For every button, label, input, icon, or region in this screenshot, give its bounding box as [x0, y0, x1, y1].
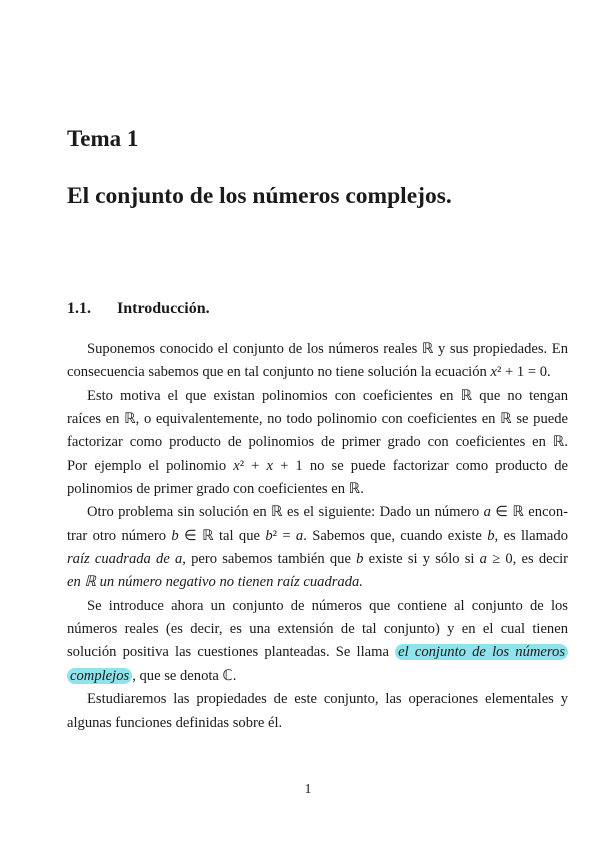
- text-line: [67, 571, 568, 594]
- text-segment: ² +: [239, 457, 267, 474]
- text-segment: ² =: [272, 527, 296, 544]
- text-segment: raíces en ℝ, o equivalentemente, no todo polinomio con coeficientes en ℝ se puede: [67, 411, 568, 428]
- text-line: [67, 478, 568, 501]
- text-line: [67, 408, 568, 431]
- text-line: [67, 385, 568, 408]
- text-segment: , que se denota ℂ.: [132, 667, 237, 684]
- highlighted-text: complejos: [67, 668, 132, 684]
- text-segment: Se introduce ahora un conjunto de números que contiene al conjunto de los: [87, 597, 568, 614]
- text-segment: polinomios de primer grado con coeficientes en ℝ.: [67, 481, 364, 498]
- text-segment: + 1 no se puede factorizar como producto de: [273, 457, 568, 474]
- italic-text: b: [356, 551, 364, 568]
- text-segment: , es llamado: [494, 527, 568, 544]
- section-number: 1.1.: [67, 300, 91, 317]
- section-title: Introducción.: [117, 300, 210, 317]
- italic-text: x: [233, 457, 240, 474]
- chapter-title: El conjunto de los números complejos.: [67, 183, 452, 209]
- text-segment: Otro problema sin solución en ℝ es el siguiente: Dado un número: [87, 504, 484, 521]
- text-segment: Por ejemplo el polinomio: [67, 457, 234, 474]
- text-line: [67, 595, 568, 618]
- text-segment: ² + 1 = 0.: [496, 364, 551, 381]
- italic-text: b: [487, 527, 495, 544]
- text-segment: . Sabemos que, cuando existe: [303, 527, 488, 544]
- text-segment: Esto motiva el que existan polinomios con coeficientes en ℝ que no tengan: [87, 387, 568, 404]
- text-segment: , pero sabemos también que: [182, 551, 357, 568]
- text-segment: ≥ 0, es decir: [486, 551, 568, 568]
- italic-text: raíz cuadrada de a: [67, 551, 183, 568]
- text-segment: algunas funciones definidas sobre él.: [67, 714, 283, 731]
- text-segment: Suponemos conocido el conjunto de los números reales ℝ y sus propiedades. En: [87, 341, 568, 357]
- text-segment: trar otro número: [67, 527, 172, 544]
- text-line: [67, 712, 568, 735]
- text-line: [67, 361, 568, 384]
- text-segment: ∈ ℝ encon-: [490, 504, 568, 521]
- text-segment: números reales (es decir, es una extensión de tal conjunto) y en el cual tienen: [67, 621, 568, 638]
- text-segment: existe si y sólo si: [363, 551, 480, 568]
- italic-text: x: [266, 457, 273, 474]
- section-heading: [67, 300, 210, 318]
- italic-text: b: [265, 527, 273, 544]
- text-segment: ∈ ℝ tal que: [178, 527, 266, 544]
- italic-text: x: [490, 364, 497, 381]
- text-line: [67, 431, 568, 454]
- text-line: [67, 618, 568, 641]
- text-segment: consecuencia sabemos que en tal conjunto no tiene solución la ecuación: [67, 364, 491, 381]
- text-line: [67, 455, 568, 478]
- text-segment: Estudiaremos las propiedades de este conjunto, las operaciones elementales y: [87, 691, 568, 708]
- page-number: 1: [304, 782, 312, 797]
- italic-text: a: [479, 551, 487, 568]
- text-line: [67, 548, 568, 571]
- body-text: [67, 338, 568, 735]
- text-segment: factorizar como producto de polinomios de primer grado con coeficientes en ℝ.: [67, 434, 568, 451]
- chapter-heading: Tema 1: [67, 126, 139, 151]
- text-line: [67, 641, 568, 664]
- text-line: [67, 688, 568, 711]
- text-line: [67, 665, 568, 688]
- italic-text: a: [295, 527, 304, 544]
- italic-text: en ℝ un número negativo no tienen raíz cuadrada.: [67, 574, 363, 591]
- text-line: [67, 525, 568, 548]
- text-line: [67, 501, 568, 524]
- highlighted-text: el conjunto de los números: [395, 644, 568, 660]
- text-segment: solución positiva las cuestiones planteadas. Se llama: [67, 644, 396, 661]
- italic-text: a: [483, 504, 491, 521]
- italic-text: b: [171, 527, 179, 544]
- text-line: [67, 338, 568, 361]
